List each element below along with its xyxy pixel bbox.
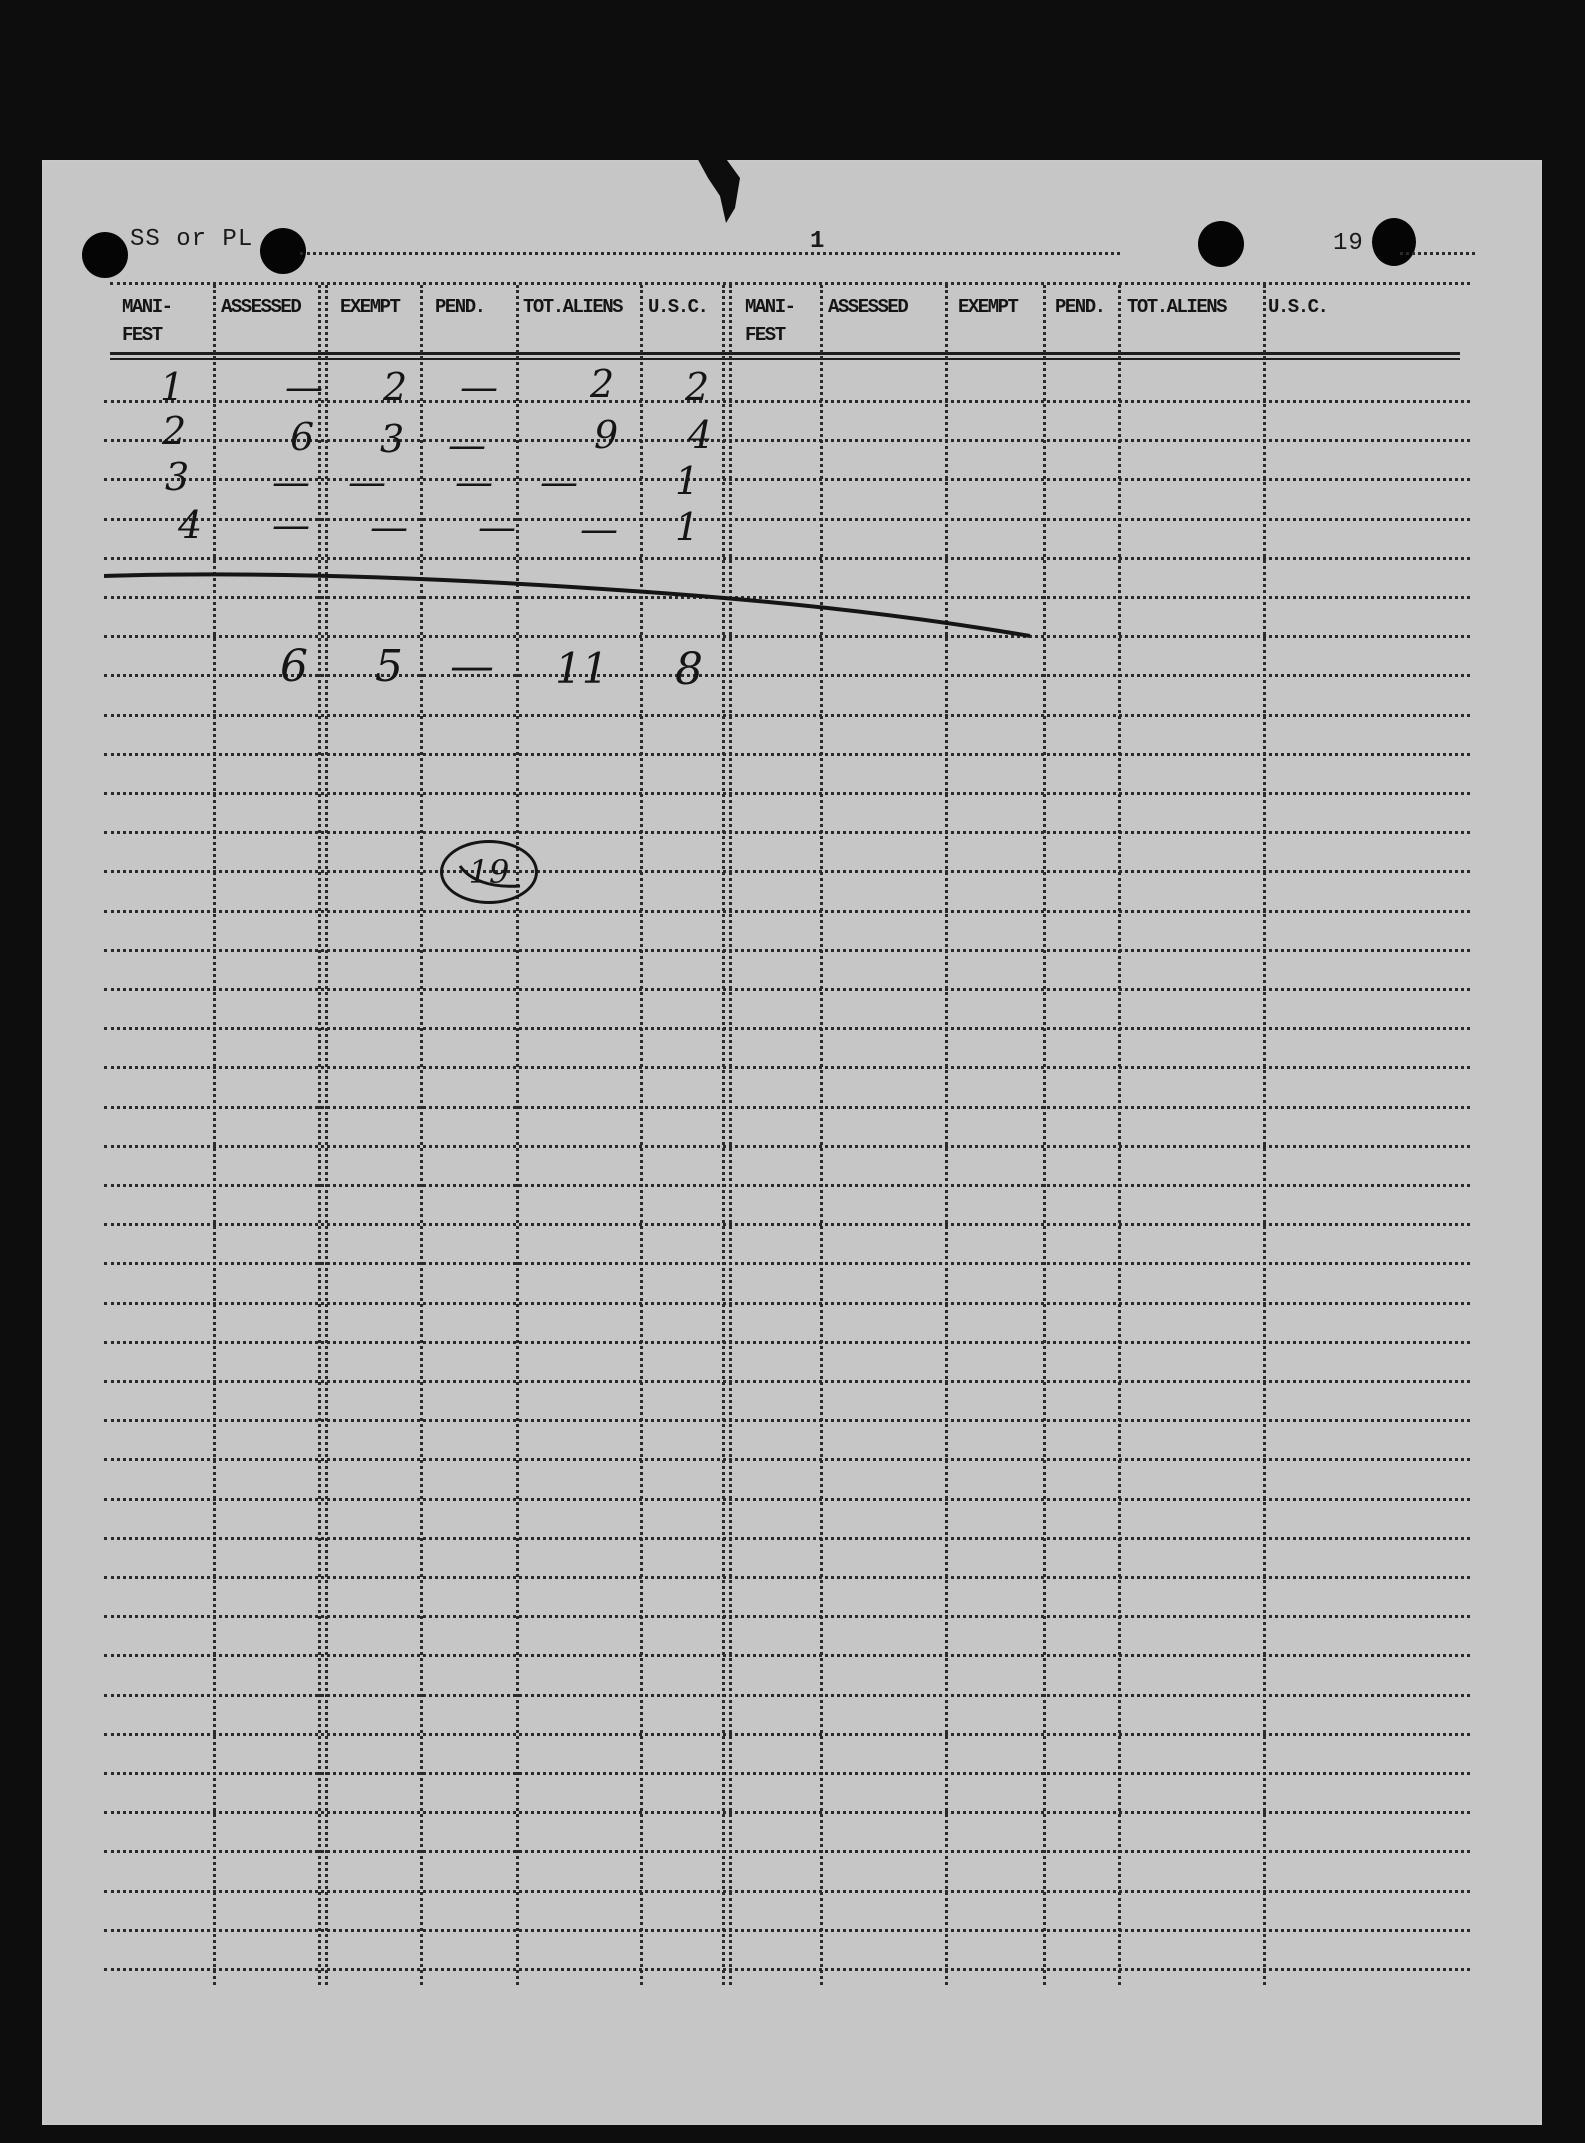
- row4-pend: —: [478, 505, 516, 549]
- page-mark: 1: [810, 228, 826, 255]
- total-exempt: 5: [375, 641, 403, 692]
- circled-grand-total: [440, 840, 538, 904]
- grand-total-value: 19: [468, 853, 510, 891]
- row4-assessed: —: [272, 503, 310, 547]
- row1-tot-aliens: 2: [590, 362, 615, 406]
- col-header-usc-1: U.S.C.: [648, 296, 708, 318]
- total-usc: 8: [675, 644, 703, 695]
- row1-exempt: 2: [383, 365, 408, 409]
- col-header-tot-aliens-1: TOT.ALIENS: [523, 296, 623, 318]
- row2-pend: —: [448, 423, 486, 467]
- col-header-assessed-2: ASSESSED: [828, 296, 908, 318]
- row2-tot-aliens: 9: [594, 413, 619, 457]
- col-header-tot-aliens-2: TOT.ALIENS: [1127, 296, 1227, 318]
- row4-manifest: 4: [178, 503, 203, 547]
- col-header-manifest-2: MANI- FEST: [745, 296, 795, 346]
- row2-usc: 4: [688, 413, 713, 457]
- row3-manifest: 3: [165, 455, 190, 499]
- total-assessed: 6: [280, 641, 308, 692]
- total-tot-aliens: 11: [555, 644, 609, 693]
- row1-pend: —: [460, 365, 498, 409]
- total-pend: —: [450, 641, 494, 692]
- row3-tot-aliens: —: [540, 460, 578, 504]
- row2-assessed: 6: [290, 415, 315, 459]
- col-header-exempt-2: EXEMPT: [958, 296, 1018, 318]
- row4-tot-aliens: —: [580, 507, 618, 551]
- row3-pend: —: [455, 460, 493, 504]
- row2-exempt: 3: [380, 417, 405, 461]
- row4-usc: 1: [675, 505, 700, 549]
- ship-label: SS or PL: [130, 226, 254, 253]
- col-header-exempt-1: EXEMPT: [340, 296, 400, 318]
- row1-assessed: —: [285, 365, 323, 409]
- row3-exempt: —: [348, 460, 386, 504]
- col-header-pend-2: PEND.: [1055, 296, 1105, 318]
- col-header-manifest-1: MANI- FEST: [122, 296, 172, 346]
- row3-assessed: —: [272, 460, 310, 504]
- row4-exempt: —: [370, 505, 408, 549]
- row1-usc: 2: [685, 365, 710, 409]
- col-header-assessed-1: ASSESSED: [221, 296, 301, 318]
- col-header-usc-2: U.S.C.: [1268, 296, 1328, 318]
- col-header-pend-1: PEND.: [435, 296, 485, 318]
- row2-manifest: 2: [162, 409, 187, 453]
- year-label: 19: [1333, 230, 1364, 257]
- row1-manifest: 1: [160, 365, 185, 409]
- row3-usc: 1: [675, 459, 700, 503]
